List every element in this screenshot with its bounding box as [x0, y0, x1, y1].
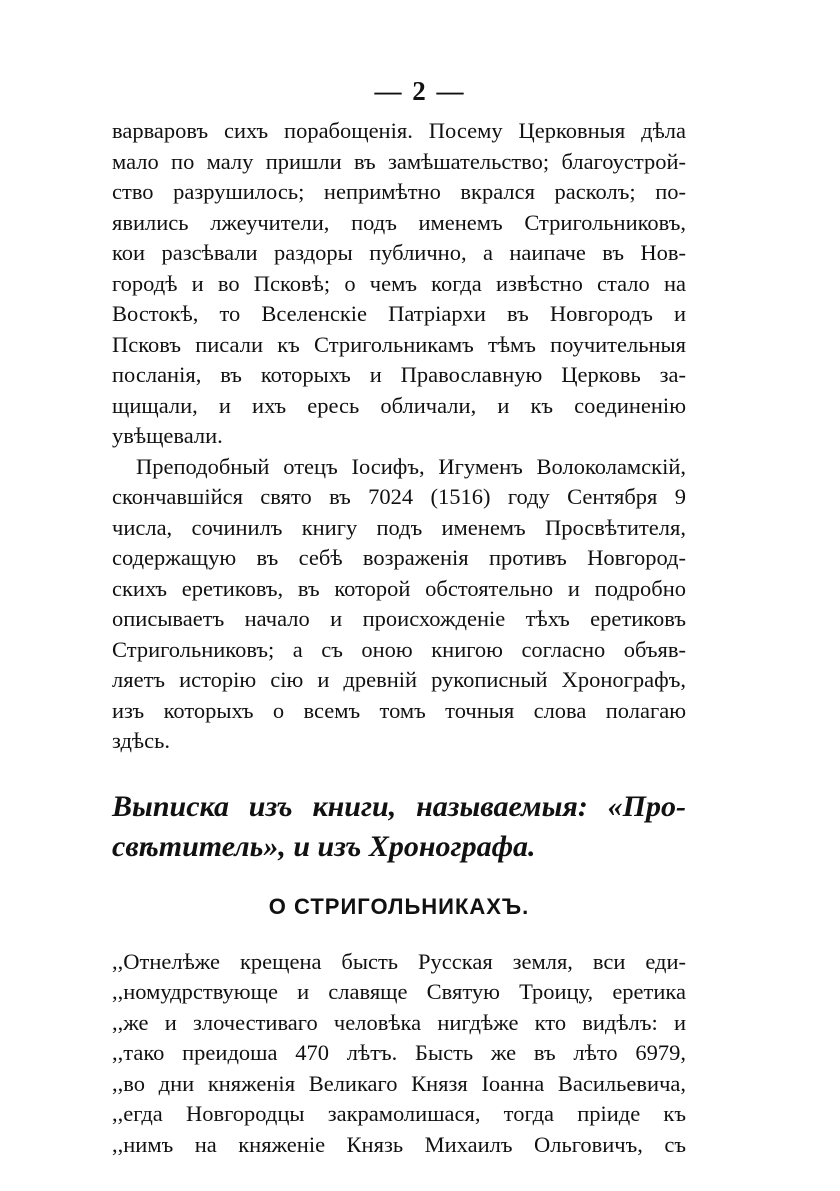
section-heading [112, 787, 686, 867]
text-line: щищали, и ихъ ересь обличали, и къ соединенію [112, 392, 686, 418]
quote-line: ,,Отнелѣже крещена бысть Русская земля, вси еди- [112, 948, 686, 974]
heading-line: Выписка изъ книги, называемыя: «Про- [112, 789, 686, 823]
text-line: скончавшійся свято въ 7024 (1516) году Сентября 9 [112, 484, 686, 509]
quotation [112, 947, 686, 1161]
heading-line: свѣтитель», и изъ Хронографа. [112, 829, 536, 863]
text-line: Стригольниковъ; а съ оною книгою согласно объяв- [112, 636, 686, 662]
text-line: ство разрушилось; непримѣтно вкрался расколъ; по- [112, 179, 686, 204]
quote-line: ,,номудрствующе и славяще Святую Троицу, еретика [112, 979, 686, 1004]
text-line: городѣ и во Псковѣ; о чемъ когда извѣстно стало на [112, 270, 686, 296]
text-line: кои разсѣвали раздоры публично, а наипаче въ Нов- [112, 240, 686, 265]
quote-line: ,,нимъ на княженіе Князь Михаилъ Ольговичъ, съ [112, 1131, 686, 1157]
text-line: явились лжеучители, подъ именемъ Стригольниковъ, [112, 209, 686, 235]
subheading: О СТРИГОЛЬНИКАХЪ. [268, 893, 530, 919]
text-line: мало по малу пришли въ замѣшательство; благоустрой- [112, 148, 686, 174]
page-number: — 2 — [374, 76, 466, 106]
quote-line: ,,тако преидоша 470 лѣтъ. Бысть же въ лѣто 6979, [112, 1040, 686, 1065]
text-line: Псковъ писали къ Стригольникамъ тѣмъ поучительныя [112, 331, 686, 357]
quote-line: ,,егда Новгородцы закрамолишася, тогда пріиде къ [112, 1101, 686, 1126]
text-line: изъ которыхъ о всемъ томъ точныя слова полагаю [112, 697, 686, 723]
text-line: содержащую въ себѣ возраженія противъ Новгород- [112, 545, 686, 570]
quote-line: ,,же и злочестиваго человѣка нигдѣже кто видѣлъ: и [112, 1009, 686, 1035]
paragraph-2 [112, 452, 686, 757]
text-line: числа, сочинилъ книгу подъ именемъ Просвѣтителя, [112, 514, 686, 540]
page-body [112, 116, 686, 1160]
text-line: Преподобный отецъ Іосифъ, Игуменъ Волоколамскій, [136, 453, 686, 479]
quote-line: ,,во дни княженія Великаго Князя Іоанна Васильевича, [112, 1070, 686, 1096]
text-line: посланія, въ которыхъ и Православную Церковь за- [112, 362, 686, 387]
text-line: здѣсь. [112, 728, 171, 753]
text-line: описываетъ начало и происхожденіе тѣхъ еретиковъ [112, 606, 686, 631]
text-line: увѣщевали. [112, 423, 223, 448]
text-line: ляетъ исторію сію и древній рукописный Хронографъ, [112, 667, 686, 692]
paragraph-1 [112, 116, 686, 452]
text-line: варваровъ сихъ порабощенія. Посему Церковныя дѣла [112, 118, 686, 143]
text-line: Востокѣ, то Вселенскіе Патріархи въ Новгородъ и [112, 301, 686, 326]
text-line: скихъ еретиковъ, въ которой обстоятельно и подробно [112, 575, 686, 601]
